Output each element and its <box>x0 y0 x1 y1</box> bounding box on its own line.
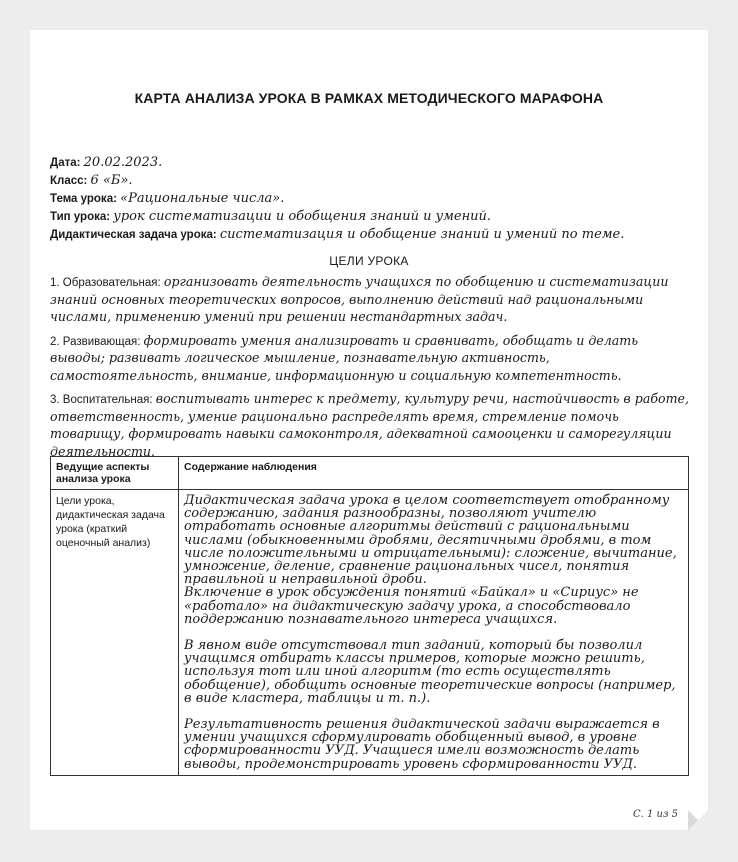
meta-type-label: Тип урока: <box>50 211 111 223</box>
goal-developing <box>50 333 690 386</box>
meta-type-value: урок систематизации и обобщения знаний и умений. <box>113 209 492 224</box>
goal-developing-label: 2. Развивающая: <box>50 335 141 348</box>
page-number: С. 1 из 5 <box>633 809 678 820</box>
meta-didactic-task <box>50 226 690 244</box>
observation-paragraph-2: Включение в урок обсуждения понятий «Байкал» и «Сириус» не «работало» на дидактическую задачу урока, а способствовало поддержанию познавательного интереса учащихся. <box>184 585 639 627</box>
goal-educational-value: организовать деятельность учащихся по обобщению и систематизации знаний основных теоретических вопросов, выполнению действий над рациональными числами, применению умений при решении нестандартных задач. <box>50 274 669 324</box>
meta-class <box>50 172 690 190</box>
meta-date-value: 20.02.2023. <box>83 155 163 170</box>
meta-topic-value: «Рациональные числа». <box>120 191 285 206</box>
goals-heading: ЦЕЛИ УРОКА <box>329 254 409 268</box>
goal-upbringing <box>50 391 690 461</box>
goal-educational <box>50 274 690 327</box>
observation-cell <box>179 490 689 776</box>
table-header-aspects: Ведущие аспекты анализа урока <box>51 457 179 490</box>
aspect-cell: Цели урока, дидактическая задача урока (краткий оценочный анализ) <box>51 490 179 776</box>
table-row <box>51 490 689 776</box>
goal-educational-label: 1. Образовательная: <box>50 277 161 289</box>
observation-paragraph-3: В явном виде отсутствовал тип заданий, который бы позволил учащимся отбирать классы примеров, которые можно решить, используя тот или иной алгоритм (то есть осуществлять обобщение), обобщить основные теоретические вопросы (например, в виде кластера, таблицы и т. п.). <box>184 638 676 706</box>
observation-table <box>50 456 689 776</box>
meta-type <box>50 208 690 226</box>
document-title: КАРТА АНАЛИЗА УРОКА В РАМКАХ МЕТОДИЧЕСКОГО МАРАФОНА <box>134 90 604 106</box>
goal-upbringing-value: воспитывать интерес к предмету, культуру речи, настойчивость в работе, ответственность, умение рационально распределять время, стремление помочь товарищу, формировать навыки самоконтроля, адекватной самооценки и саморегуляции деятельности. <box>50 391 690 459</box>
meta-class-value: 6 «Б». <box>90 173 133 188</box>
meta-topic <box>50 190 690 208</box>
meta-didactic-task-label: Дидактическая задача урока: <box>50 229 217 241</box>
goal-upbringing-label: 3. Воспитательная: <box>50 394 153 406</box>
table-header-content: Содержание наблюдения <box>179 457 689 490</box>
observation-paragraph-1: Дидактическая задача урока в целом соответствует отобранному содержанию, задания разнообразны, позволяют учителю отработать основные алгоритмы действий с рациональными числами (обыкновенными дробями, десятичными дробями, в том числе положительными и отрицательными): сложение, вычитание, умножение, деление, сравнение рациональных чисел, понятия правильной и неправильной дроби. <box>184 493 677 588</box>
document-page <box>30 30 708 830</box>
meta-date <box>50 154 690 172</box>
meta-date-label: Дата: <box>50 157 81 169</box>
meta-topic-label: Тема урока: <box>50 193 117 205</box>
goals-list <box>50 274 690 467</box>
lesson-meta <box>50 154 690 244</box>
goal-developing-value: формировать умения анализировать и сравнивать, обобщать и делать выводы; развивать логическое мышление, познавательную активность, самостоятельность, внимание, информационную и социальную компетентность. <box>50 332 639 383</box>
table-header-row <box>51 457 689 490</box>
meta-class-label: Класс: <box>50 175 88 187</box>
meta-didactic-task-value: систематизация и обобщение знаний и умений по теме. <box>219 227 625 242</box>
observation-paragraph-4: Результативность решения дидактической задачи выражается в умении учащихся сформулировать обобщенный вывод, в уровне сформированности УУД. Учащиеся имели возможность делать выводы, продемонстрировать уровень сформированности УУД. <box>184 717 660 772</box>
